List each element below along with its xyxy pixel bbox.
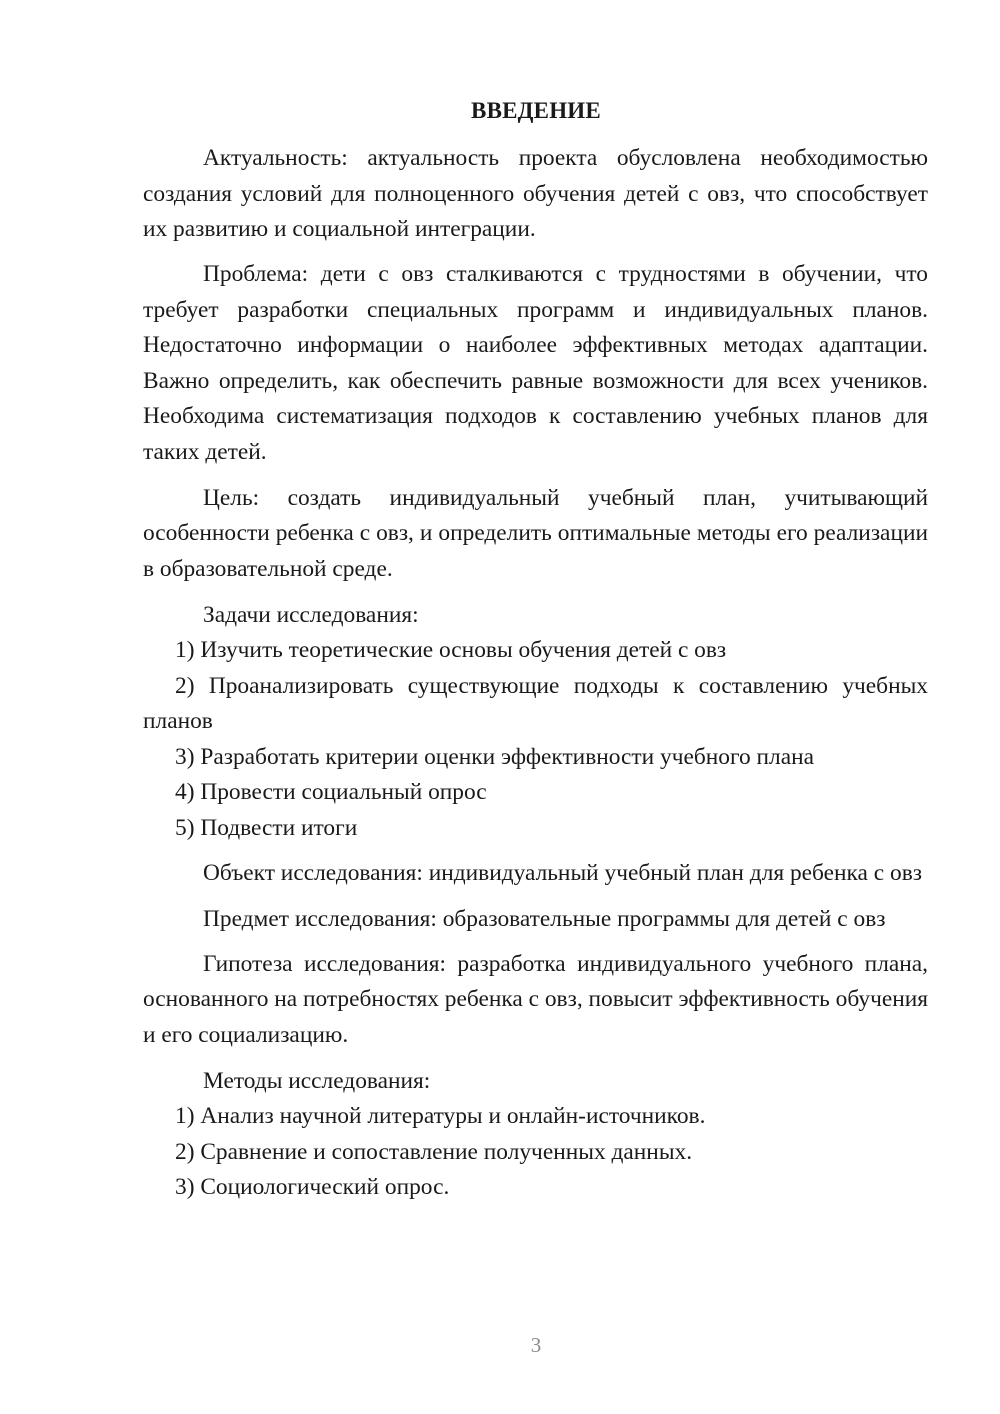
method-item-1: 1) Анализ научной литературы и онлайн-источников. [175,1103,706,1129]
goal-paragraph: Цель: создать индивидуальный учебный план, учитывающий особенности ребенка с овз, и определить оптимальные методы его реализации в образовательной среде. [143,484,928,582]
tasks-title: Задачи исследования: [203,601,419,628]
hypothesis-paragraph: Гипотеза исследования: разработка индивидуального учебного плана, основанного на потребностях ребенка с овз, повысит эффективность обучения и его социализацию. [143,950,929,1048]
task-item-5: 5) Подвести итоги [175,814,358,841]
methods-title: Методы исследования: [203,1067,431,1094]
task-item-2: 2) Проанализировать существующие подходы к составлению учебных планов [143,672,928,734]
section-heading: ВВЕДЕНИЕ [471,98,601,123]
object-paragraph: Объект исследования: индивидуальный учебный план для ребенка с овз [203,859,922,886]
task-item-3: 3) Разработать критерии оценки эффективности учебного плана [175,743,814,770]
task-item-4: 4) Провести социальный опрос [175,779,487,805]
method-item-2: 2) Сравнение и сопоставление полученных данных. [175,1138,693,1165]
relevance-paragraph: Актуальность: актуальность проекта обусловлена необходимостью создания условий для полноценного обучения детей с овз, что способствует их развитию и социальной интеграции. [143,145,928,242]
task-item-1: 1) Изучить теоретические основы обучения детей с овз [175,637,727,663]
page-number: 3 [530,1333,542,1357]
document-body [143,141,928,1206]
problem-paragraph: Проблема: дети с овз сталкиваются с трудностями в обучении, что требует разработки специальных программ и индивидуальных планов. Недостаточно информации о наиболее эффективных методах адаптации. Важно определить, как обеспечить равные возможности для всех учеников. Необходима систематизация подходов к составлению учебных планов для таких детей. [143,261,928,465]
method-item-3: 3) Социологический опрос. [175,1174,450,1200]
subject-paragraph: Предмет исследования: образовательные программы для детей с овз [203,905,886,932]
